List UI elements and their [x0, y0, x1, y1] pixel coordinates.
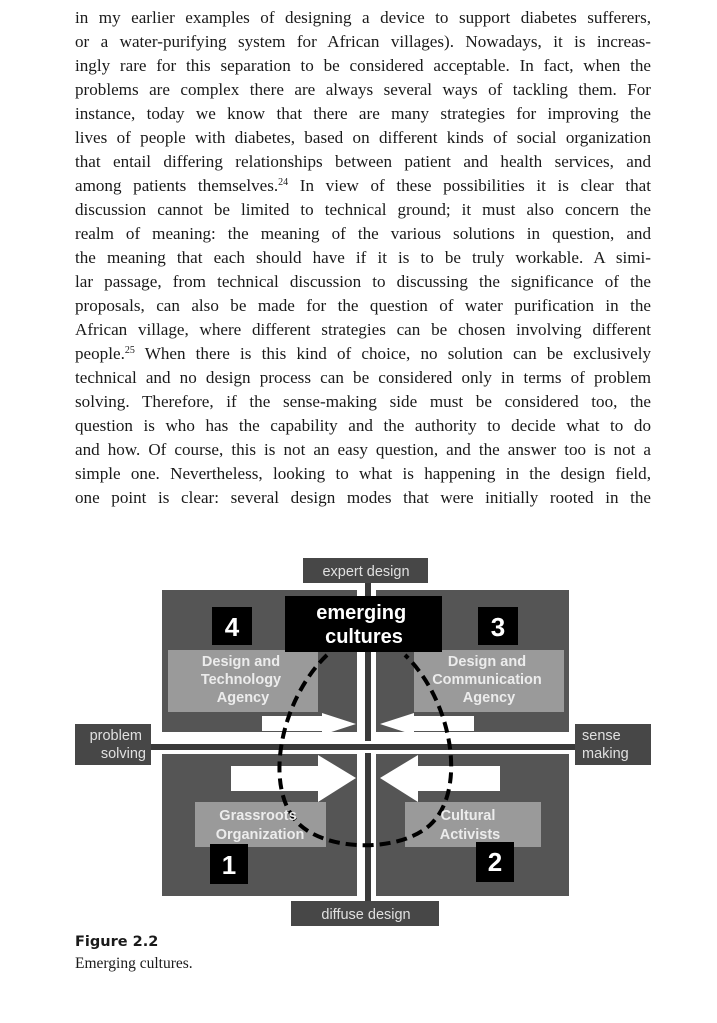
- text-line-content: solving. Therefore, if the sense-making side must be considered too, the: [75, 392, 651, 411]
- quadrant-3-label: Design and Communication Agency: [432, 654, 542, 706]
- text-line-content: lar passage, from technical discussion to discussing the significance of the: [75, 272, 651, 291]
- text-line-content: lives of people with diabetes, based on different kinds of social organization: [75, 128, 651, 147]
- footnote-marker[interactable]: 24: [278, 177, 289, 188]
- quadrant-1-label: Grassroots Organization: [215, 808, 305, 843]
- text-line-content: in my earlier examples of designing a device to support diabetes sufferers,: [75, 8, 651, 27]
- quadrant-1-number: 1: [221, 850, 237, 880]
- figure-label: Figure 2.2: [75, 934, 159, 950]
- text-line-content: people.: [75, 344, 125, 363]
- bottom-axis-label: diffuse design: [321, 907, 411, 923]
- quadrant-2-number: 2: [487, 847, 503, 877]
- center-label: emerging cultures: [316, 602, 407, 648]
- footnote-marker[interactable]: 25: [124, 345, 135, 356]
- text-line-content: When there is this kind of choice, no solution can be exclusively: [134, 344, 651, 363]
- text-line-content: among patients themselves.: [75, 176, 279, 195]
- text-line-content: realm of meaning: the meaning of the various solutions in question, and: [75, 224, 651, 243]
- text-line-content: that entail differing relationships between patient and health services, and: [75, 152, 651, 171]
- horizontal-axis: [150, 744, 585, 750]
- text-line-content: proposals, can also be made for the question of water purification in the: [75, 296, 651, 315]
- text-line-content: technical and no design process can be considered only in terms of problem: [75, 368, 651, 387]
- quadrant-4-number: 4: [224, 612, 240, 642]
- quadrant-4-label: Design and Technology Agency: [200, 654, 282, 706]
- quadrant-2-label: Cultural Activists: [439, 808, 501, 843]
- text-line-content: discussion cannot be limited to technical ground; it must also concern the: [75, 200, 651, 219]
- left-axis-label: problem solving: [89, 728, 146, 762]
- text-line-content: instance, today we know that there are many strategies for improving the: [75, 104, 651, 123]
- top-axis-label: expert design: [322, 564, 410, 580]
- text-line-content: African village, where different strategies can be chosen involving different: [75, 320, 651, 339]
- text-line-content: problems are complex there are always several ways of tackling them. For: [75, 80, 651, 99]
- text-line-content: and how. Of course, this is not an easy question, and the answer too is not a: [75, 440, 651, 459]
- figure-caption: [75, 931, 193, 975]
- right-axis-label: sense making: [582, 728, 629, 762]
- text-line-content: ingly rare for this separation to be considered acceptable. In fact, when the: [75, 56, 651, 75]
- text-line-content: the meaning that each should have if it is to be truly workable. A simi-: [75, 248, 651, 267]
- quadrant-3-number: 3: [490, 612, 506, 642]
- text-line-content: question is who has the capability and the authority to decide what to do: [75, 416, 651, 435]
- text-line-content: one point is clear: several design modes that were initially rooted in the: [75, 488, 651, 507]
- text-line-content: or a water-purifying system for African villages). Nowadays, it is increas-: [75, 32, 651, 51]
- text-line-content: In view of these possibilities it is clear that: [288, 176, 651, 195]
- figure-caption-text: Emerging cultures.: [75, 955, 193, 972]
- text-line-content: simple one. Nevertheless, looking to what is happening in the design field,: [75, 464, 651, 483]
